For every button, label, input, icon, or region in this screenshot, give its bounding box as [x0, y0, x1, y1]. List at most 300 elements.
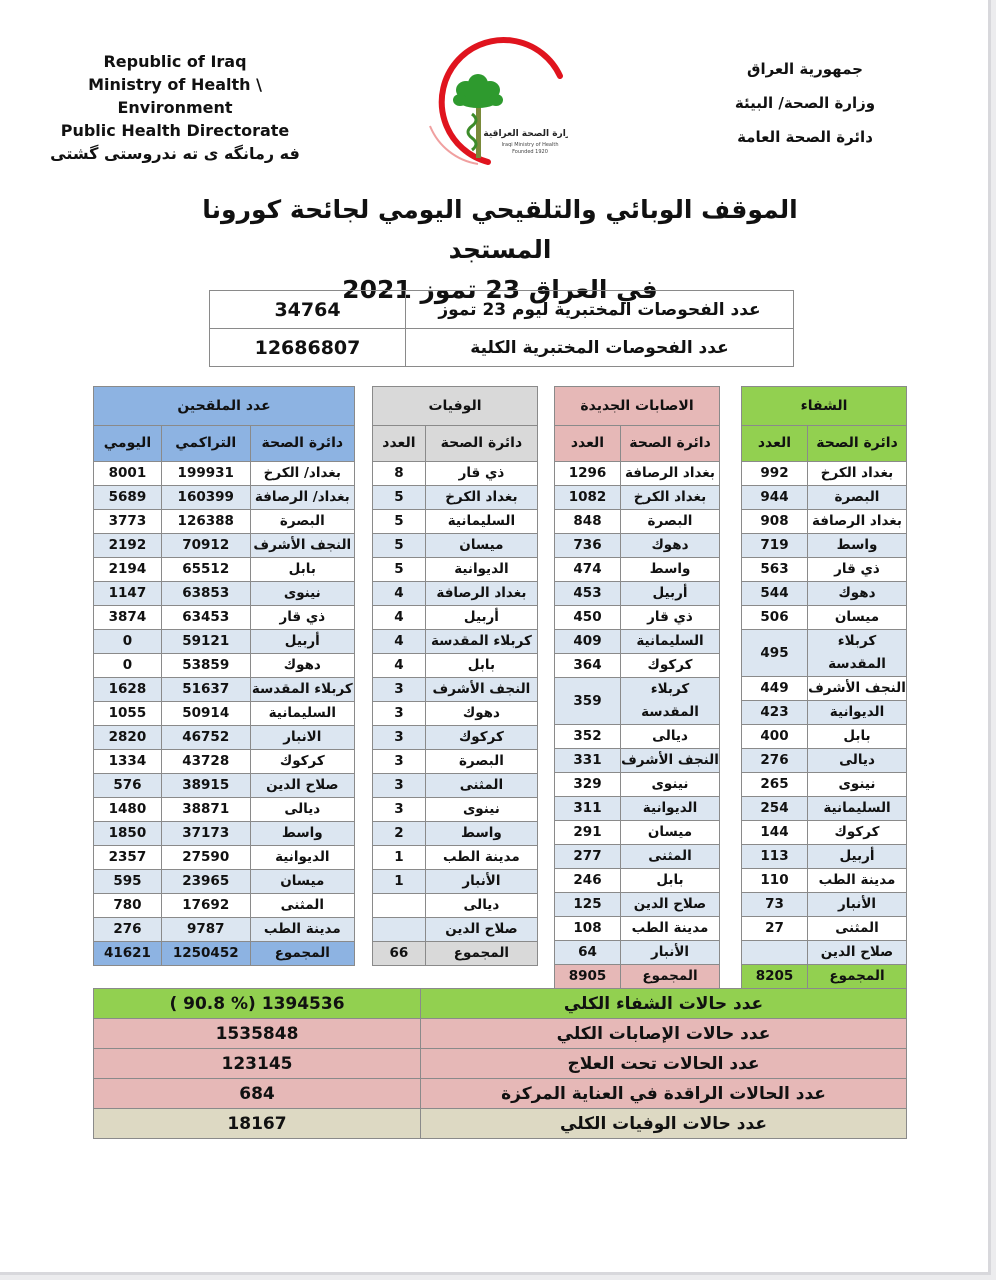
department-cell: النجف الأشرف: [808, 677, 907, 701]
table-row: [373, 654, 538, 678]
count-cell: 400: [742, 725, 808, 749]
department-cell: نينوى: [621, 773, 720, 797]
table-row: [373, 702, 538, 726]
table-row: [94, 630, 355, 654]
count-cell: 113: [742, 845, 808, 869]
count-cell: 4: [373, 654, 426, 678]
department-cell: واسط: [425, 822, 537, 846]
department-cell: المثنى: [808, 917, 907, 941]
department-cell: صلاح الدين: [621, 893, 720, 917]
table-row: [373, 558, 538, 582]
table-row: [373, 822, 538, 846]
table-row: [742, 462, 907, 486]
table-caption: الشفاء: [742, 387, 907, 426]
department-cell: النجف الأشرف: [621, 749, 720, 773]
count-cell: 331: [555, 749, 621, 773]
department-cell: كركوك: [425, 726, 537, 750]
count-cell: 1480: [94, 798, 162, 822]
svg-text:Iraqi Ministry of Health: Iraqi Ministry of Health: [501, 142, 559, 148]
header-kurdish: فه رمانگه ى ته ندروستى گشتى: [50, 144, 300, 163]
department-cell: الديوانية: [621, 797, 720, 821]
count-cell: 352: [555, 725, 621, 749]
count-cell: 0: [94, 654, 162, 678]
table-row: [373, 726, 538, 750]
title-line-2: في العراق 23 تموز 2021: [342, 275, 658, 304]
count-cell: 1082: [555, 486, 621, 510]
department-cell: السليمانية: [425, 510, 537, 534]
svg-text:Founded 1920: Founded 1920: [512, 149, 548, 155]
count-cell: 5: [373, 558, 426, 582]
table-row: [555, 725, 720, 749]
column-header: دائرة الصحة: [425, 426, 537, 462]
count-cell: 38871: [161, 798, 250, 822]
table-row: [742, 510, 907, 534]
total-row: [373, 942, 538, 966]
count-cell: 2820: [94, 726, 162, 750]
count-cell: 1850: [94, 822, 162, 846]
count-cell: 9787: [161, 918, 250, 942]
count-cell: 364: [555, 654, 621, 678]
department-cell: كركوك: [808, 821, 907, 845]
table-row: [94, 918, 355, 942]
department-cell: الأنبار: [621, 941, 720, 965]
table-row: [373, 750, 538, 774]
count-cell: 50914: [161, 702, 250, 726]
table-row: [742, 869, 907, 893]
department-cell: النجف الأشرف: [250, 534, 354, 558]
department-cell: الأنبار: [808, 893, 907, 917]
lab-tests-table: [209, 290, 794, 367]
table-row: [94, 534, 355, 558]
column-header: دائرة الصحة: [808, 426, 907, 462]
count-cell: 291: [555, 821, 621, 845]
table-row: [555, 893, 720, 917]
table-row: [373, 798, 538, 822]
count-cell: 450: [555, 606, 621, 630]
department-cell: ذي قار: [621, 606, 720, 630]
count-cell: 3: [373, 702, 426, 726]
count-cell: [373, 894, 426, 918]
count-cell: 254: [742, 797, 808, 821]
count-cell: 329: [555, 773, 621, 797]
department-cell: الانبار: [250, 726, 354, 750]
department-cell: نينوى: [425, 798, 537, 822]
count-cell: 4: [373, 606, 426, 630]
column-header: دائرة الصحة: [250, 426, 354, 462]
department-cell: بغداد/ الكرخ: [250, 462, 354, 486]
summary-row: [94, 989, 907, 1019]
table-row: [94, 750, 355, 774]
count-cell: 2192: [94, 534, 162, 558]
count-cell: 125: [555, 893, 621, 917]
department-cell: صلاح الدين: [425, 918, 537, 942]
summary-label: عدد حالات الوفيات الكلي: [421, 1109, 907, 1139]
header-ministry-ar: وزارة الصحة/ البيئة: [734, 94, 876, 112]
table-row: [742, 797, 907, 821]
count-cell: 59121: [161, 630, 250, 654]
table-row: [555, 534, 720, 558]
department-cell: الديوانية: [250, 846, 354, 870]
count-cell: 595: [94, 870, 162, 894]
table-row: [94, 486, 355, 510]
table-row: [742, 701, 907, 725]
count-cell: 17692: [161, 894, 250, 918]
summary-label: عدد حالات الإصابات الكلي: [421, 1019, 907, 1049]
count-cell: 1147: [94, 582, 162, 606]
column-header: دائرة الصحة: [621, 426, 720, 462]
table-row: [742, 773, 907, 797]
department-cell: بابل: [425, 654, 537, 678]
table-row: [555, 606, 720, 630]
summary-table: [93, 988, 907, 1139]
table-row: [94, 558, 355, 582]
column-header: العدد: [373, 426, 426, 462]
table-caption: عدد الملقحين: [94, 387, 355, 426]
table-row: [555, 941, 720, 965]
department-cell: بابل: [621, 869, 720, 893]
table-row: [94, 702, 355, 726]
total-row: [742, 965, 907, 989]
table-row: [94, 870, 355, 894]
count-cell: 992: [742, 462, 808, 486]
table-row: [555, 821, 720, 845]
count-cell: 265: [742, 773, 808, 797]
header-ministry: Ministry of Health \ Environment: [88, 75, 262, 117]
count-cell: 246: [555, 869, 621, 893]
table-row: [555, 678, 720, 725]
count-cell: 409: [555, 630, 621, 654]
count-cell: 5: [373, 534, 426, 558]
table-row: [94, 822, 355, 846]
department-cell: ديالى: [250, 798, 354, 822]
department-cell: السليمانية: [250, 702, 354, 726]
count-cell: 3: [373, 726, 426, 750]
department-cell: كربلاء المقدسة: [808, 630, 907, 677]
department-cell: الديوانية: [425, 558, 537, 582]
header-republic: Republic of Iraq: [103, 52, 247, 71]
table-row: [555, 654, 720, 678]
table-row: [742, 486, 907, 510]
count-cell: 1055: [94, 702, 162, 726]
count-cell: 46752: [161, 726, 250, 750]
department-cell: النجف الأشرف: [425, 678, 537, 702]
count-cell: 563: [742, 558, 808, 582]
table-row: [373, 534, 538, 558]
department-cell: المثنى: [250, 894, 354, 918]
header-directorate: Public Health Directorate: [60, 121, 290, 140]
count-cell: 544: [742, 582, 808, 606]
count-cell: 277: [555, 845, 621, 869]
count-cell: 144: [742, 821, 808, 845]
tests-value: 34764: [210, 291, 406, 329]
department-cell: دهوك: [425, 702, 537, 726]
column-header: اليومي: [94, 426, 162, 462]
table-row: [373, 582, 538, 606]
department-cell: بغداد/ الرصافة: [250, 486, 354, 510]
department-cell: الديوانية: [808, 701, 907, 725]
count-cell: 199931: [161, 462, 250, 486]
count-cell: 3874: [94, 606, 162, 630]
department-cell: المثنى: [425, 774, 537, 798]
department-cell: بغداد الكرخ: [425, 486, 537, 510]
table-row: [555, 630, 720, 654]
count-cell: 4: [373, 582, 426, 606]
department-cell: كربلاء المقدسة: [425, 630, 537, 654]
count-cell: 848: [555, 510, 621, 534]
table-row: [373, 918, 538, 942]
palm-tree-logo-icon: [418, 36, 568, 166]
count-cell: 53859: [161, 654, 250, 678]
table-row: [94, 582, 355, 606]
count-cell: 63453: [161, 606, 250, 630]
table-row: [555, 462, 720, 486]
department-cell: بابل: [250, 558, 354, 582]
count-cell: 495: [742, 630, 808, 677]
table-row: [742, 558, 907, 582]
department-cell: المثنى: [621, 845, 720, 869]
total-value: 8205: [742, 965, 808, 989]
count-cell: 3: [373, 774, 426, 798]
department-cell: ميسان: [621, 821, 720, 845]
count-cell: 5689: [94, 486, 162, 510]
arabic-header: [700, 52, 910, 154]
department-cell: صلاح الدين: [250, 774, 354, 798]
department-cell: كركوك: [250, 750, 354, 774]
count-cell: 3: [373, 750, 426, 774]
count-cell: 506: [742, 606, 808, 630]
table-row: [555, 773, 720, 797]
count-cell: 110: [742, 869, 808, 893]
count-cell: 3: [373, 678, 426, 702]
table-row: [555, 749, 720, 773]
count-cell: 0: [94, 630, 162, 654]
table-row: [373, 678, 538, 702]
department-cell: ميسان: [250, 870, 354, 894]
summary-value: 684: [94, 1079, 421, 1109]
table-row: [555, 797, 720, 821]
count-cell: 276: [742, 749, 808, 773]
table-row: [555, 558, 720, 582]
count-cell: [373, 918, 426, 942]
department-cell: ميسان: [808, 606, 907, 630]
department-cell: صلاح الدين: [808, 941, 907, 965]
count-cell: 3: [373, 798, 426, 822]
department-cell: البصرة: [250, 510, 354, 534]
department-cell: أربيل: [621, 582, 720, 606]
table-row: [742, 941, 907, 965]
total-value: 66: [373, 942, 426, 966]
table-row: [94, 678, 355, 702]
count-cell: 108: [555, 917, 621, 941]
svg-text:وزارة الصحة العراقية: وزارة الصحة العراقية: [483, 129, 568, 139]
department-cell: واسط: [808, 534, 907, 558]
count-cell: 719: [742, 534, 808, 558]
department-cell: بابل: [808, 725, 907, 749]
department-cell: أربيل: [250, 630, 354, 654]
table-caption: الاصابات الجديدة: [555, 387, 720, 426]
count-cell: 780: [94, 894, 162, 918]
total-label: المجموع: [250, 942, 354, 966]
department-cell: ديالى: [425, 894, 537, 918]
table-row: [94, 894, 355, 918]
department-cell: دهوك: [621, 534, 720, 558]
table-row: [555, 486, 720, 510]
department-cell: السليمانية: [621, 630, 720, 654]
department-cell: ذي قار: [808, 558, 907, 582]
count-cell: 908: [742, 510, 808, 534]
tests-row-daily: [210, 291, 794, 329]
department-cell: نينوى: [808, 773, 907, 797]
recovered-table: [741, 386, 907, 989]
deaths-table: [372, 386, 538, 966]
english-header: [30, 50, 320, 165]
table-row: [555, 917, 720, 941]
table-caption: الوفيات: [373, 387, 538, 426]
total-row: [555, 965, 720, 989]
table-row: [373, 630, 538, 654]
total-value: 1250452: [161, 942, 250, 966]
department-cell: كربلاء المقدسة: [250, 678, 354, 702]
department-cell: بغداد الرصافة: [621, 462, 720, 486]
table-row: [742, 821, 907, 845]
count-cell: 64: [555, 941, 621, 965]
tests-label: عدد الفحوصات المختبرية ليوم 23 تموز: [406, 291, 794, 329]
table-row: [555, 869, 720, 893]
table-row: [94, 846, 355, 870]
count-cell: 2194: [94, 558, 162, 582]
count-cell: 43728: [161, 750, 250, 774]
count-cell: 1: [373, 846, 426, 870]
department-cell: كربلاء المقدسة: [621, 678, 720, 725]
table-row: [742, 749, 907, 773]
summary-value: 18167: [94, 1109, 421, 1139]
count-cell: 423: [742, 701, 808, 725]
department-cell: نينوى: [250, 582, 354, 606]
total-value: 8905: [555, 965, 621, 989]
count-cell: 1628: [94, 678, 162, 702]
department-cell: مدينة الطب: [808, 869, 907, 893]
department-cell: ميسان: [425, 534, 537, 558]
department-cell: الأنبار: [425, 870, 537, 894]
department-cell: أربيل: [808, 845, 907, 869]
table-row: [94, 510, 355, 534]
count-cell: 8001: [94, 462, 162, 486]
header-republic-ar: جمهورية العراق: [747, 60, 863, 78]
table-row: [373, 774, 538, 798]
count-cell: 27: [742, 917, 808, 941]
count-cell: 73: [742, 893, 808, 917]
table-row: [94, 726, 355, 750]
table-row: [742, 534, 907, 558]
column-header: العدد: [742, 426, 808, 462]
count-cell: 2: [373, 822, 426, 846]
table-row: [94, 606, 355, 630]
table-row: [742, 725, 907, 749]
title-line-1: الموقف الوبائي والتلقيحي اليومي لجائحة كورونا المستجد: [202, 195, 798, 264]
column-header: العدد: [555, 426, 621, 462]
table-row: [373, 462, 538, 486]
count-cell: 453: [555, 582, 621, 606]
count-cell: 474: [555, 558, 621, 582]
table-row: [373, 510, 538, 534]
count-cell: 51637: [161, 678, 250, 702]
total-value: 41621: [94, 942, 162, 966]
department-cell: بغداد الرصافة: [808, 510, 907, 534]
table-row: [373, 606, 538, 630]
department-cell: البصرة: [808, 486, 907, 510]
table-row: [742, 845, 907, 869]
tests-label: عدد الفحوصات المختبرية الكلية: [406, 329, 794, 367]
department-cell: دهوك: [808, 582, 907, 606]
summary-label: عدد حالات الشفاء الكلي: [421, 989, 907, 1019]
department-cell: ديالى: [808, 749, 907, 773]
count-cell: 65512: [161, 558, 250, 582]
table-row: [555, 845, 720, 869]
count-cell: 359: [555, 678, 621, 725]
department-cell: ذي قار: [425, 462, 537, 486]
table-row: [742, 893, 907, 917]
tests-row-total: [210, 329, 794, 367]
department-cell: أربيل: [425, 606, 537, 630]
total-label: المجموع: [621, 965, 720, 989]
table-row: [94, 774, 355, 798]
department-cell: بغداد الرصافة: [425, 582, 537, 606]
department-cell: واسط: [250, 822, 354, 846]
summary-label: عدد الحالات الراقدة في العناية المركزة: [421, 1079, 907, 1109]
count-cell: 1334: [94, 750, 162, 774]
summary-row: [94, 1049, 907, 1079]
count-cell: 449: [742, 677, 808, 701]
count-cell: 38915: [161, 774, 250, 798]
count-cell: 5: [373, 510, 426, 534]
count-cell: 8: [373, 462, 426, 486]
summary-label: عدد الحالات تحت العلاج: [421, 1049, 907, 1079]
table-row: [373, 870, 538, 894]
total-label: المجموع: [808, 965, 907, 989]
count-cell: 160399: [161, 486, 250, 510]
count-cell: 23965: [161, 870, 250, 894]
header-directorate-ar: دائرة الصحة العامة: [737, 128, 873, 146]
total-row: [94, 942, 355, 966]
table-row: [742, 630, 907, 677]
table-row: [555, 510, 720, 534]
department-cell: مدينة الطب: [250, 918, 354, 942]
column-header: التراكمي: [161, 426, 250, 462]
count-cell: 576: [94, 774, 162, 798]
department-cell: ذي قار: [250, 606, 354, 630]
table-row: [742, 582, 907, 606]
table-row: [94, 798, 355, 822]
department-cell: واسط: [621, 558, 720, 582]
table-row: [373, 894, 538, 918]
table-row: [373, 486, 538, 510]
department-cell: البصرة: [621, 510, 720, 534]
department-cell: ديالى: [621, 725, 720, 749]
count-cell: 5: [373, 486, 426, 510]
tests-value: 12686807: [210, 329, 406, 367]
count-cell: 2357: [94, 846, 162, 870]
department-cell: بغداد الكرخ: [621, 486, 720, 510]
count-cell: 70912: [161, 534, 250, 558]
count-cell: 276: [94, 918, 162, 942]
count-cell: 27590: [161, 846, 250, 870]
summary-row: [94, 1079, 907, 1109]
summary-value: 1535848: [94, 1019, 421, 1049]
department-cell: البصرة: [425, 750, 537, 774]
count-cell: [742, 941, 808, 965]
summary-row: [94, 1019, 907, 1049]
count-cell: 944: [742, 486, 808, 510]
